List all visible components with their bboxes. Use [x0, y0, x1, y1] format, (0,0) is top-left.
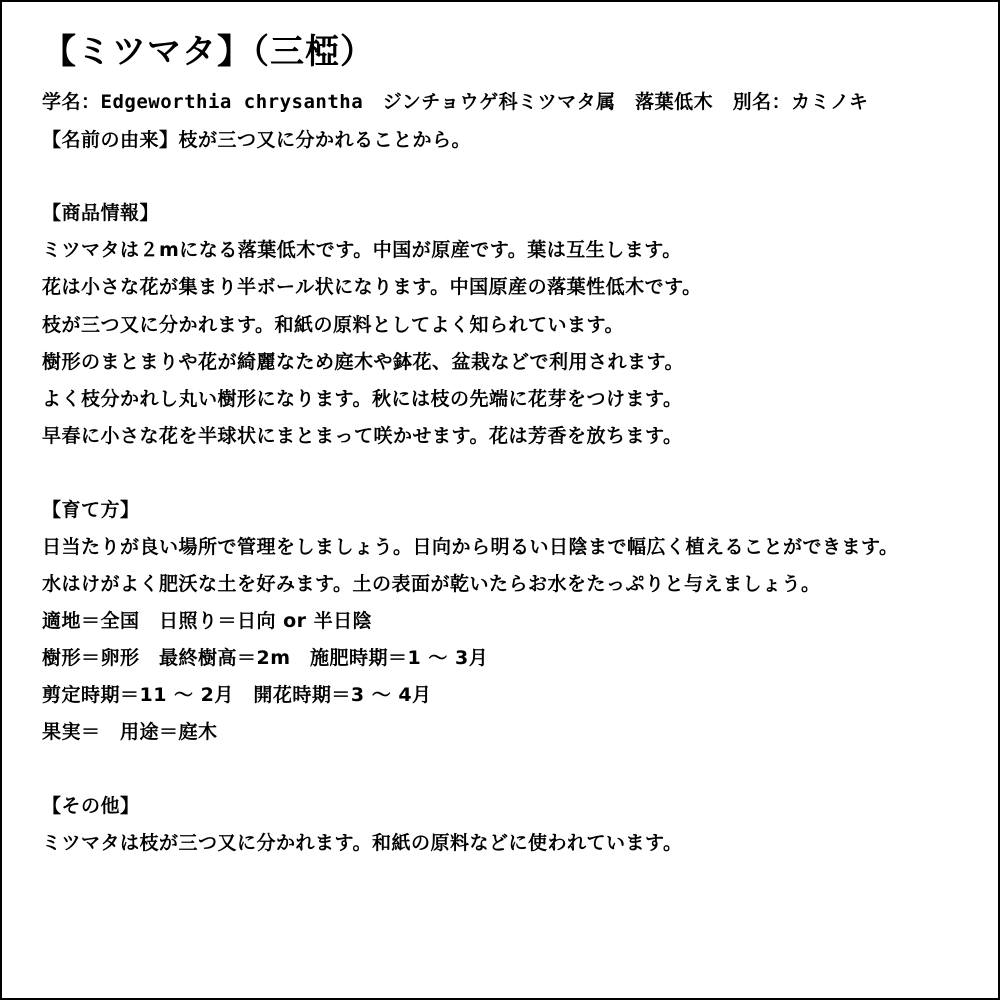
other-heading: 【その他】	[42, 795, 140, 817]
scientific-name-line	[42, 90, 868, 114]
other-line: ミツマタは枝が三つ又に分かれます。和紙の原料などに使われています。	[42, 832, 683, 854]
care-heading: 【育て方】	[42, 499, 140, 521]
scientific-name: Edgeworthia chrysantha	[100, 91, 364, 113]
product-info-line: ミツマタは２mになる落葉低木です。中国が原産です。葉は互生します。	[42, 239, 682, 261]
product-info-line: 樹形のまとまりや花が綺麗なため庭木や鉢花、盆栽などで利用されます。	[42, 351, 684, 373]
name-origin-line: 【名前の由来】枝が三つ又に分かれることから。	[42, 129, 472, 151]
care-line: 日当たりが良い場所で管理をしましょう。日向から明るい日陰まで幅広く植えることができます。	[42, 536, 899, 558]
product-info-heading: 【商品情報】	[42, 202, 160, 224]
care-line: 樹形＝卵形 最終樹高＝2m 施肥時期＝1 ～ 3月	[42, 647, 489, 669]
taxonomy-details: ジンチョウゲ科ミツマタ属 落葉低木 別名：カミノキ	[363, 91, 869, 113]
page-title: 【ミツマタ】（三椏）	[42, 32, 375, 72]
care-line: 適地＝全国 日照り＝日向 or 半日陰	[42, 610, 373, 632]
care-line: 水はけがよく肥沃な土を好みます。土の表面が乾いたらお水をたっぷりと与えましょう。	[42, 573, 821, 595]
product-info-line: 早春に小さな花を半球状にまとまって咲かせます。花は芳香を放ちます。	[42, 425, 683, 447]
product-info-line: 枝が三つ又に分かれます。和紙の原料としてよく知られています。	[42, 314, 624, 336]
scientific-label: 学名：	[42, 91, 101, 113]
care-line: 果実＝ 用途＝庭木	[42, 721, 218, 743]
product-info-line: よく枝分かれし丸い樹形になります。秋には枝の先端に花芽をつけます。	[42, 388, 683, 410]
product-info-line: 花は小さな花が集まり半ボール状になります。中国原産の落葉性低木です。	[42, 276, 702, 298]
care-line: 剪定時期＝11 ～ 2月 開花時期＝3 ～ 4月	[42, 684, 432, 706]
